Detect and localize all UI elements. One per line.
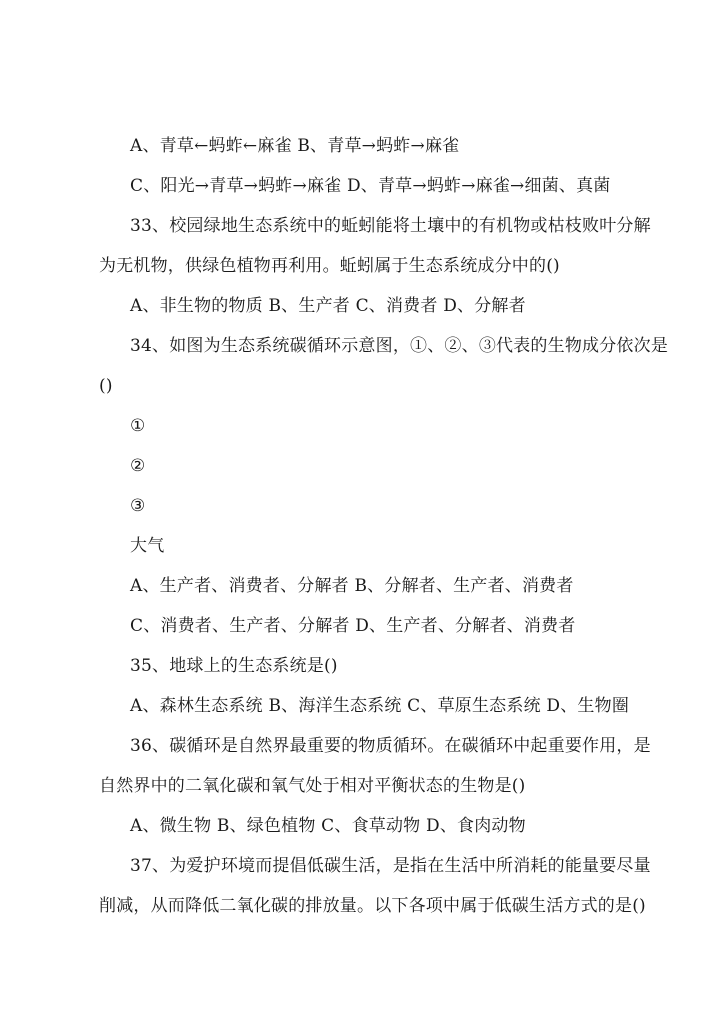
question-37-line-1: 37、为爱护环境而提倡低碳生活，是指在生活中所消耗的能量要尽量 <box>130 856 651 876</box>
question-36-line-1: 36、碳循环是自然界最重要的物质循环。在碳循环中起重要作用，是 <box>130 736 651 756</box>
question-35-line-1: 35、地球上的生态系统是() <box>130 656 338 676</box>
diagram-label-3: ③ <box>130 496 146 516</box>
question-34-line-1: 34、如图为生态系统碳循环示意图，①、②、③代表的生物成分依次是 <box>130 336 669 356</box>
option-line-q34-cd: C、消费者、生产者、分解者 D、生产者、分解者、消费者 <box>130 616 576 636</box>
option-line-q33: A、非生物的物质 B、生产者 C、消费者 D、分解者 <box>130 296 526 316</box>
option-line-q32-ab: A、青草←蚂蚱←麻雀 B、青草→蚂蚱→麻雀 <box>130 136 460 156</box>
question-33-line-2: 为无机物，供绿色植物再利用。蚯蚓属于生态系统成分中的() <box>99 256 560 276</box>
diagram-label-atmosphere: 大气 <box>130 536 165 556</box>
diagram-label-2: ② <box>130 456 146 476</box>
question-33-line-1: 33、校园绿地生态系统中的蚯蚓能将土壤中的有机物或枯枝败叶分解 <box>130 216 651 236</box>
question-37-line-2: 削减，从而降低二氧化碳的排放量。以下各项中属于低碳生活方式的是() <box>99 896 646 916</box>
question-36-line-2: 自然界中的二氧化碳和氧气处于相对平衡状态的生物是() <box>99 776 526 796</box>
option-line-q34-ab: A、生产者、消费者、分解者 B、分解者、生产者、消费者 <box>130 576 574 596</box>
diagram-label-1: ① <box>130 416 146 436</box>
option-line-q36: A、微生物 B、绿色植物 C、食草动物 D、食肉动物 <box>130 816 526 836</box>
option-line-q32-cd: C、阳光→青草→蚂蚱→麻雀 D、青草→蚂蚱→麻雀→细菌、真菌 <box>130 176 611 196</box>
question-34-line-2: () <box>99 376 113 396</box>
option-line-q35: A、森林生态系统 B、海洋生态系统 C、草原生态系统 D、生物圈 <box>130 696 630 716</box>
